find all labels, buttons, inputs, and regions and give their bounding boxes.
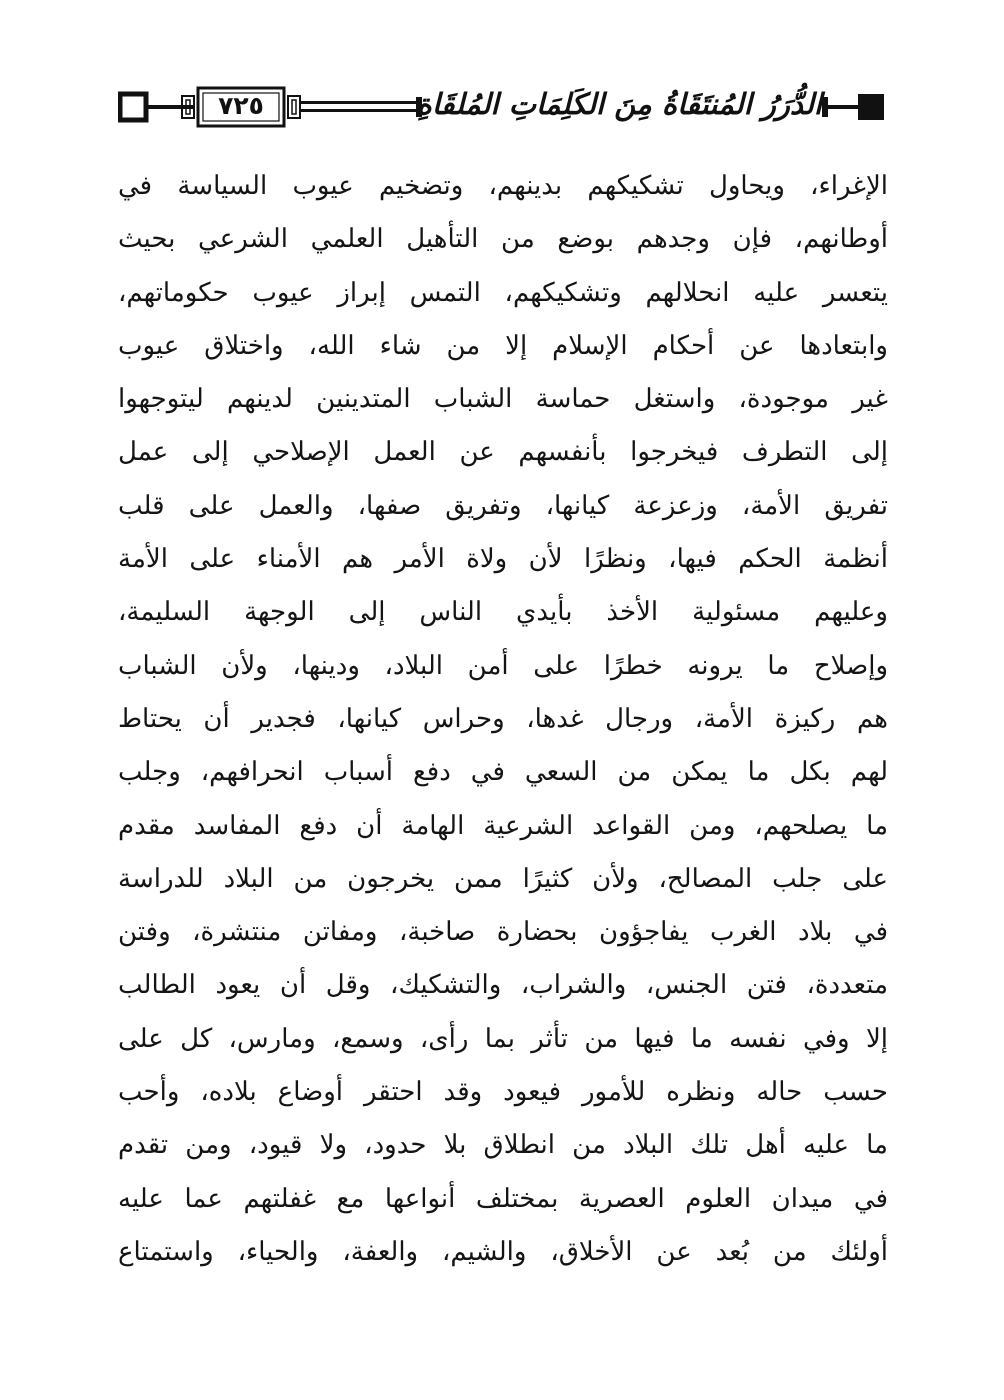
text-line: متعددة، فتن الجنس، والشراب، والتشكيك، وقل أن يعود الطالب — [118, 970, 888, 1001]
text-line: على جلب المصالح، ولأن كثيرًا ممن يخرجون من البلاد للدراسة — [118, 863, 888, 894]
page-body — [118, 160, 888, 1279]
text-line: هم ركيزة الأمة، ورجال غدها، وحراس كيانها، فجدير أن يحتاط — [118, 703, 888, 734]
text-line: في بلاد الغرب يفاجؤون بحضارة صاخبة، ومفاتن منتشرة، وفتن — [118, 917, 888, 948]
page-number: ٧٢٥ — [218, 91, 264, 120]
text-line: وعليهم مسئولية الأخذ بأيدي الناس إلى الوجهة السليمة، — [118, 597, 888, 628]
text-line: وإصلاح ما يرونه خطرًا على أمن البلاد، ودينها، ولأن الشباب — [118, 650, 888, 681]
text-line: تفريق الأمة، وزعزعة كيانها، وتفريق صفها، والعمل على قلب — [118, 490, 888, 521]
text-line: الإغراء، ويحاول تشكيكهم بدينهم، وتضخيم عيوب السياسة في — [118, 171, 888, 201]
text-line: ما يصلحهم، ومن القواعد الشرعية الهامة أن دفع المفاسد مقدم — [118, 810, 888, 841]
text-line: إلى التطرف فيخرجوا بأنفسهم عن العمل الإصلاحي إلى عمل — [118, 437, 888, 468]
book-title: الدُّرَرُ المُنتَقَاةُ مِنَ الكَلِمَاتِ المُلقَاةِ — [416, 87, 822, 121]
text-line: غير موجودة، واستغل حماسة الشباب المتدينين لدينهم ليتوجهوا — [118, 384, 888, 415]
text-line: وابتعادها عن أحكام الإسلام إلا من شاء الله، واختلاق عيوب — [118, 330, 888, 361]
text-line: إلا وفي نفسه ما فيها من تأثر بما رأى، وسمع، ومارس، كل على — [118, 1023, 888, 1054]
text-line: يتعسر عليه انحلالهم وتشكيكهم، التمس إبراز عيوب حكوماتهم، — [118, 277, 888, 308]
text-line: حسب حاله ونظره للأمور فيعود وقد احتقر أوضاع بلاده، وأحب — [118, 1077, 888, 1108]
text-line: في ميدان العلوم العصرية بمختلف أنواعها مع غفلتهم عما عليه — [118, 1183, 888, 1214]
text-line: لهم بكل ما يمكن من السعي في دفع أسباب انحرافهم، وجلب — [118, 757, 888, 788]
text-line: أنظمة الحكم فيها، ونظرًا لأن ولاة الأمر هم الأمناء على الأمة — [118, 544, 888, 575]
text-line: أوطانهم، فإن وجدهم بوضع من التأهيل العلمي الشرعي بحيث — [118, 224, 888, 255]
text-line: أولئك من بُعد عن الأخلاق، والشيم، والعفة، والحياء، واستمتاع — [118, 1236, 888, 1267]
text-line: ما عليه أهل تلك البلاد من انطلاق بلا حدود، ولا قيود، ومن تقدم — [118, 1130, 888, 1161]
